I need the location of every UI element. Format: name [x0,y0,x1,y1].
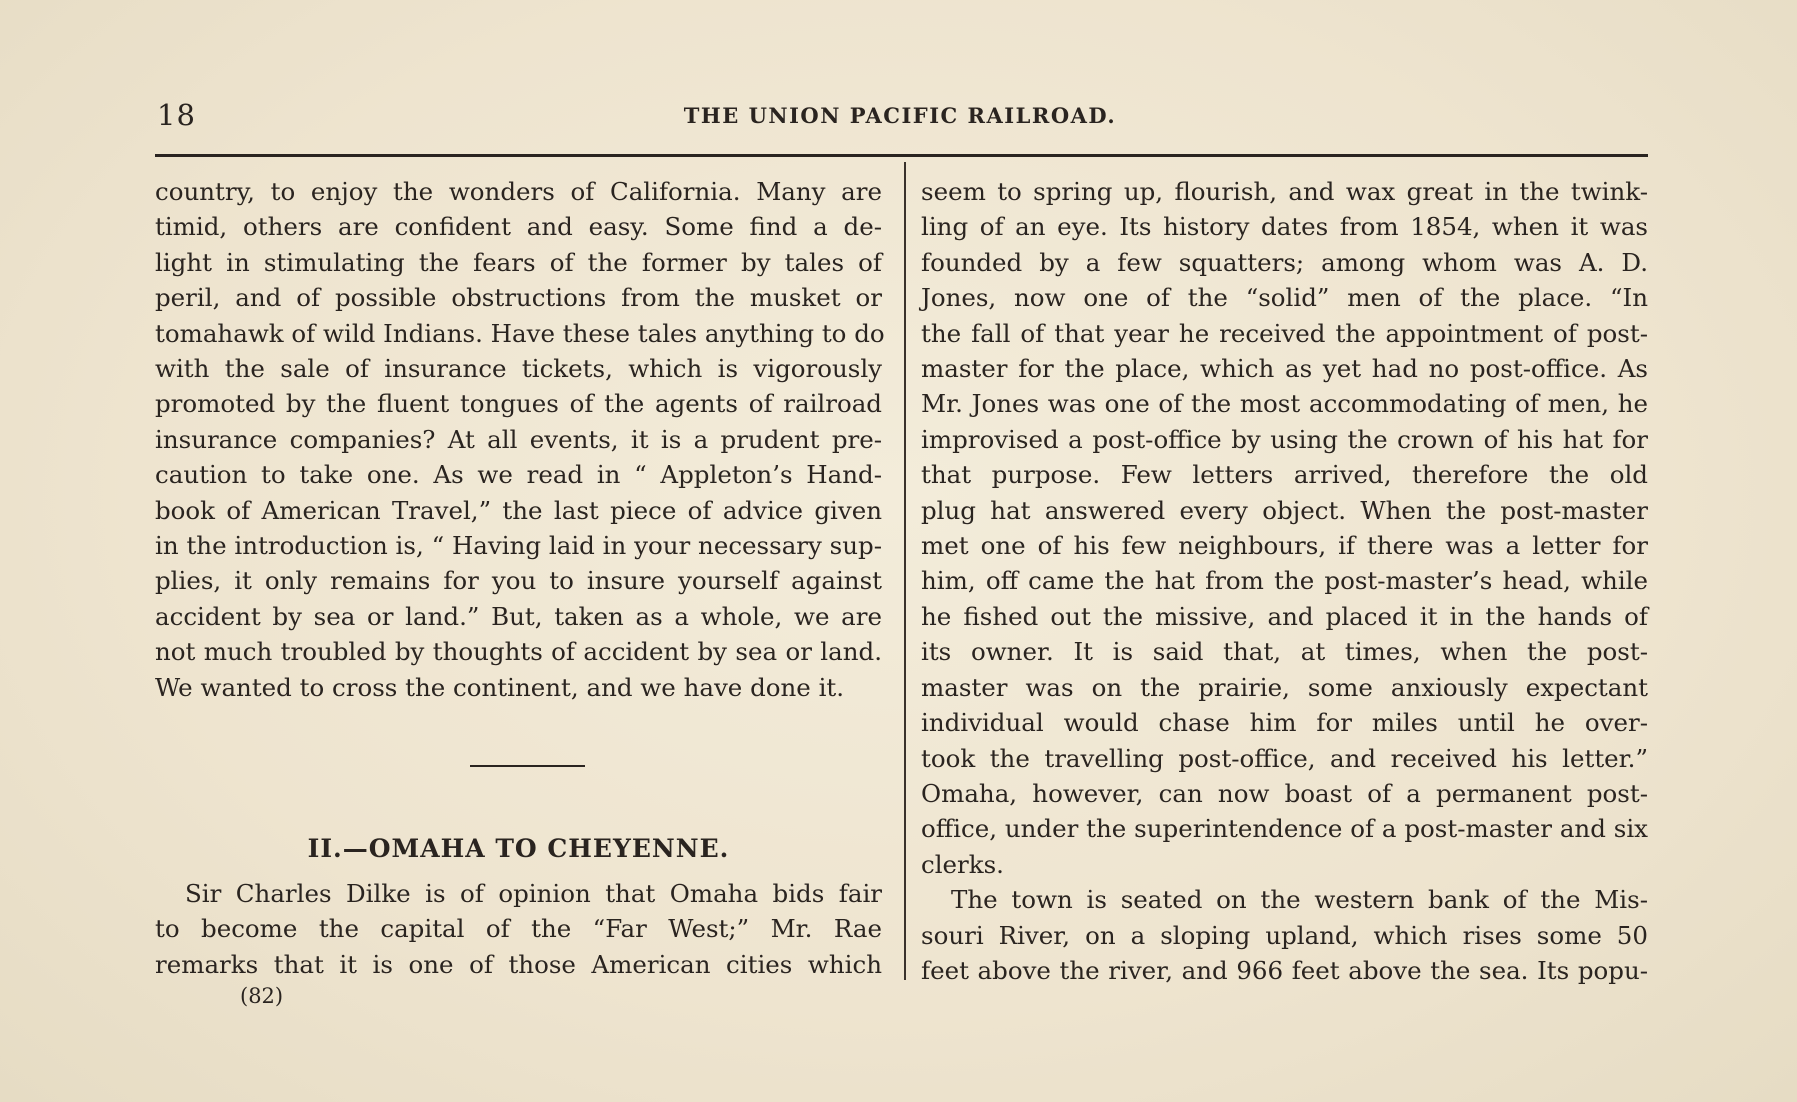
text-line: insurance companies? At all events, it is a prudent pre- [155,424,882,454]
text-line: accident by sea or land.” But, taken as a whole, we are [155,601,882,631]
header-rule [155,154,1648,157]
text-line: met one of his few neighbours, if there was a letter for [921,531,1648,561]
text-line: Sir Charles Dilke is of opinion that Omaha bids fair [185,879,882,908]
text-line: improvised a post-office by using the crown of his hat for [921,424,1648,454]
text-line: that purpose. Few letters arrived, therefore the old [921,460,1648,490]
section-opening-text [155,876,882,982]
text-line: seem to spring up, flourish, and wax great in the twink- [921,177,1648,206]
page-number: 18 [157,98,196,132]
text-line: feet above the river, and 966 feet above the sea. Its popu- [921,955,1648,985]
column-divider [904,162,906,980]
right-column [921,174,1648,988]
text-line: clerks. [921,849,1004,879]
text-line: plug hat answered every object. When the post-master [921,495,1648,525]
section-divider-rule [470,765,585,767]
text-line: in the introduction is, “ Having laid in your necessary sup- [155,531,882,561]
running-head: THE UNION PACIFIC RAILROAD. [683,103,1117,128]
text-line: tomahawk of wild Indians. Have these tales anything to do [155,318,885,348]
text-line: timid, others are confident and easy. Some find a de- [155,212,882,242]
folio-signature: (82) [240,984,284,1008]
text-line: souri River, on a sloping upland, which rises some 50 [921,920,1648,950]
text-line: took the travelling post-office, and received his letter.” [921,743,1648,773]
text-line: master for the place, which as yet had no post-office. As [921,354,1648,384]
text-line: Omaha, however, can now boast of a permanent post- [921,778,1648,808]
text-line: Mr. Jones was one of the most accommodating of men, he [921,389,1648,419]
left-column [155,174,885,705]
text-line: the fall of that year he received the appointment of post- [921,318,1648,348]
text-line: The town is seated on the western bank of the Mis- [951,885,1648,915]
text-line: its owner. It is said that, at times, when the post- [921,637,1648,667]
text-line: We wanted to cross the continent, and we have done it. [155,672,845,702]
text-line: remarks that it is one of those American cities which [155,949,882,979]
text-line: to become the capital of the “Far West;” Mr. Rae [155,914,882,944]
text-line: individual would chase him for miles until he over- [921,708,1648,738]
text-line: ling of an eye. Its history dates from 1854, when it was [921,212,1648,242]
text-line: not much troubled by thoughts of accident by sea or land. [155,637,882,667]
text-line: founded by a few squatters; among whom was A. D. [921,247,1648,277]
section-heading: II.—OMAHA TO CHEYENNE. [307,834,730,863]
text-line: Jones, now one of the “solid” men of the place. “In [921,283,1648,313]
text-line: light in stimulating the fears of the former by tales of [155,247,882,277]
text-line: promoted by the fluent tongues of the agents of railroad [155,389,882,419]
text-line: master was on the prairie, some anxiously expectant [921,672,1648,702]
text-line: country, to enjoy the wonders of California. Many are [155,177,882,206]
text-line: caution to take one. As we read in “ Appleton’s Hand- [155,460,882,490]
text-line: him, off came the hat from the post-master’s head, while [921,566,1648,596]
text-line: peril, and of possible obstructions from the musket or [155,283,882,313]
text-line: with the sale of insurance tickets, which is vigorously [155,354,882,384]
text-line: office, under the superintendence of a post-master and six [921,814,1648,844]
text-line: he fished out the missive, and placed it in the hands of [921,601,1648,631]
text-line: plies, it only remains for you to insure yourself against [155,566,882,596]
text-line: book of American Travel,” the last piece of advice given [155,495,882,525]
